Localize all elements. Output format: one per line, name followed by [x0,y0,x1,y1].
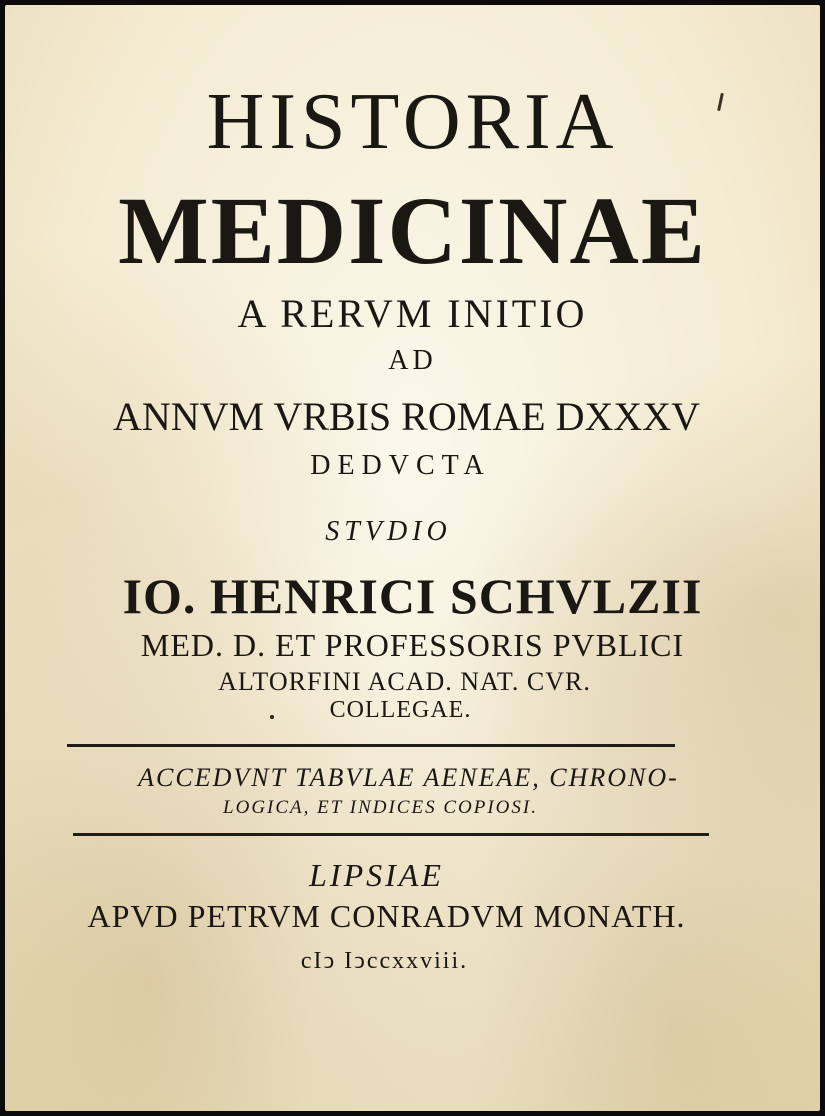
imprint-year: cIↄ Iↄccxxviii. [300,948,469,974]
title-historia: HISTORIA [206,78,619,166]
author-credential-3: COLLEGAE. [329,697,472,723]
author-name: IO. HENRICI SCHVLZII [122,568,703,624]
author-credential-1: MED. D. ET PROFESSORIS PVBLICI [140,627,685,663]
subtitle-rerum-initio: A RERVM INITIO [237,291,588,336]
imprint-place: LIPSIAE [309,857,444,893]
divider-rule-top [67,744,675,747]
subtitle-deducta: DEDVCTA [310,450,491,481]
studio-label: STVDIO [325,516,452,547]
subtitle-annum-urbis: ANNVM VRBIS ROMAE DXXXV [112,394,701,439]
title-medicinae: MEDICINAE [118,177,707,284]
imprint-publisher: APVD PETRVM CONRADVM MONATH. [87,898,686,934]
note-line-2: LOGICA, ET INDICES COPIOSI. [223,797,538,818]
title-page [5,5,820,1111]
divider-rule-bottom [73,833,709,836]
subtitle-ad: AD [388,345,437,376]
note-line-1: ACCEDVNT TABVLAE AENEAE, CHRONO- [138,763,679,792]
author-credential-2: ALTORFINI ACAD. NAT. CVR. [218,667,591,696]
